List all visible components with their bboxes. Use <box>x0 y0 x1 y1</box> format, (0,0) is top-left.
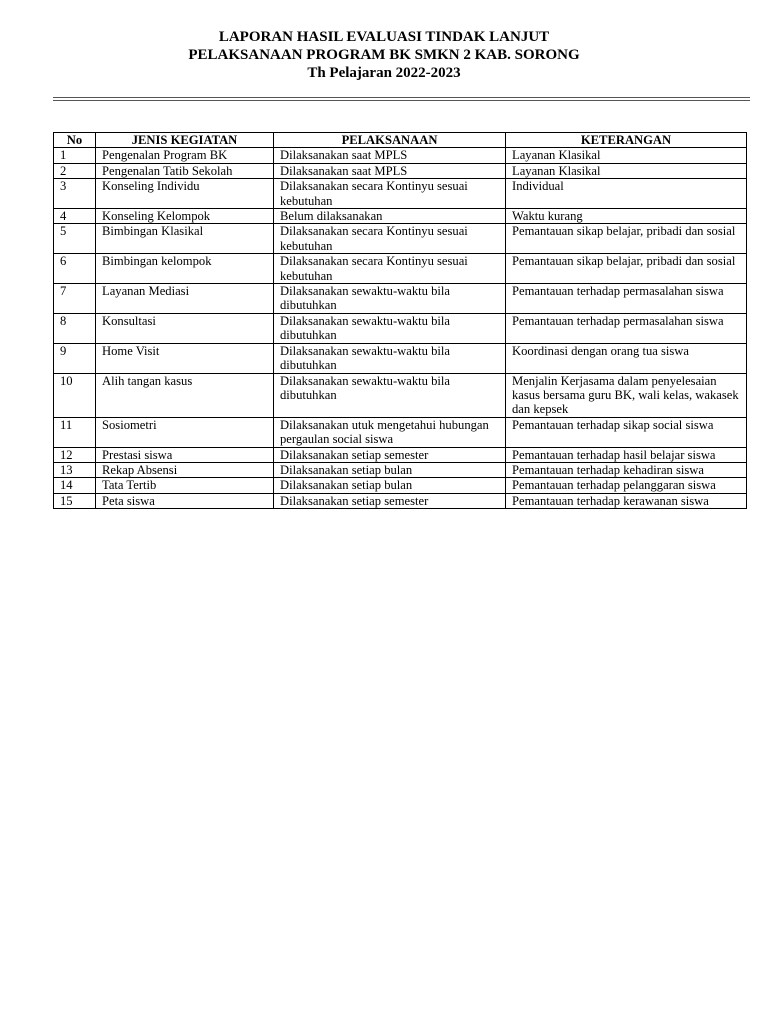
column-header-keterangan: KETERANGAN <box>506 133 747 148</box>
cell-keterangan: Menjalin Kerjasama dalam penyelesaian kasus bersama guru BK, wali kelas, wakasek dan kepsek <box>506 373 747 417</box>
title-line-3: Th Pelajaran 2022-2023 <box>307 65 461 81</box>
cell-pelaksanaan: Dilaksanakan utuk mengetahui hubungan pergaulan social siswa <box>274 417 506 447</box>
cell-jenis-kegiatan: Konsultasi <box>96 313 274 343</box>
cell-no: 7 <box>54 284 96 314</box>
report-title <box>0 28 768 82</box>
cell-keterangan: Individual <box>506 179 747 209</box>
cell-pelaksanaan: Dilaksanakan secara Kontinyu sesuai kebutuhan <box>274 254 506 284</box>
cell-jenis-kegiatan: Prestasi siswa <box>96 447 274 462</box>
cell-jenis-kegiatan: Konseling Kelompok <box>96 209 274 224</box>
cell-jenis-kegiatan: Layanan Mediasi <box>96 284 274 314</box>
cell-pelaksanaan: Dilaksanakan secara Kontinyu sesuai kebutuhan <box>274 179 506 209</box>
cell-no: 11 <box>54 417 96 447</box>
cell-keterangan: Pemantauan terhadap permasalahan siswa <box>506 313 747 343</box>
cell-keterangan: Pemantauan terhadap kerawanan siswa <box>506 493 747 508</box>
title-line-2: PELAKSANAAN PROGRAM BK SMKN 2 KAB. SORONG <box>188 47 580 63</box>
table-row <box>54 209 747 224</box>
cell-no: 4 <box>54 209 96 224</box>
cell-jenis-kegiatan: Pengenalan Program BK <box>96 148 274 163</box>
table-row <box>54 254 747 284</box>
cell-no: 1 <box>54 148 96 163</box>
cell-keterangan: Layanan Klasikal <box>506 163 747 178</box>
cell-no: 13 <box>54 462 96 477</box>
table-row <box>54 417 747 447</box>
cell-pelaksanaan: Dilaksanakan setiap semester <box>274 493 506 508</box>
table-row <box>54 343 747 373</box>
cell-no: 15 <box>54 493 96 508</box>
table-row <box>54 313 747 343</box>
cell-jenis-kegiatan: Konseling Individu <box>96 179 274 209</box>
column-header-pelaksanaan: PELAKSANAAN <box>274 133 506 148</box>
cell-no: 10 <box>54 373 96 417</box>
cell-keterangan: Pemantauan terhadap pelanggaran siswa <box>506 478 747 493</box>
cell-keterangan: Koordinasi dengan orang tua siswa <box>506 343 747 373</box>
table-row <box>54 462 747 477</box>
cell-jenis-kegiatan: Rekap Absensi <box>96 462 274 477</box>
cell-keterangan: Pemantauan terhadap sikap social siswa <box>506 417 747 447</box>
table-row <box>54 447 747 462</box>
column-header-jenis-kegiatan: JENIS KEGIATAN <box>96 133 274 148</box>
cell-no: 3 <box>54 179 96 209</box>
table-row <box>54 373 747 417</box>
cell-pelaksanaan: Dilaksanakan setiap semester <box>274 447 506 462</box>
table-row <box>54 163 747 178</box>
cell-keterangan: Pemantauan terhadap kehadiran siswa <box>506 462 747 477</box>
cell-jenis-kegiatan: Peta siswa <box>96 493 274 508</box>
cell-keterangan: Pemantauan terhadap permasalahan siswa <box>506 284 747 314</box>
cell-no: 6 <box>54 254 96 284</box>
cell-keterangan: Pemantauan sikap belajar, pribadi dan sosial <box>506 254 747 284</box>
column-header-no: No <box>54 133 96 148</box>
cell-no: 2 <box>54 163 96 178</box>
cell-jenis-kegiatan: Bimbingan Klasikal <box>96 224 274 254</box>
cell-keterangan: Layanan Klasikal <box>506 148 747 163</box>
cell-pelaksanaan: Dilaksanakan saat MPLS <box>274 163 506 178</box>
cell-keterangan: Pemantauan sikap belajar, pribadi dan sosial <box>506 224 747 254</box>
cell-jenis-kegiatan: Home Visit <box>96 343 274 373</box>
table-row <box>54 478 747 493</box>
cell-keterangan: Waktu kurang <box>506 209 747 224</box>
cell-jenis-kegiatan: Alih tangan kasus <box>96 373 274 417</box>
cell-pelaksanaan: Dilaksanakan sewaktu-waktu bila dibutuhkan <box>274 313 506 343</box>
cell-pelaksanaan: Dilaksanakan sewaktu-waktu bila dibutuhkan <box>274 343 506 373</box>
cell-no: 12 <box>54 447 96 462</box>
cell-pelaksanaan: Dilaksanakan setiap bulan <box>274 462 506 477</box>
table-row <box>54 148 747 163</box>
cell-jenis-kegiatan: Tata Tertib <box>96 478 274 493</box>
table-row <box>54 493 747 508</box>
evaluation-table <box>53 132 747 509</box>
title-line-1: LAPORAN HASIL EVALUASI TINDAK LANJUT <box>218 29 550 45</box>
table-row <box>54 284 747 314</box>
header-divider-top <box>53 97 750 98</box>
cell-pelaksanaan: Dilaksanakan setiap bulan <box>274 478 506 493</box>
cell-jenis-kegiatan: Bimbingan kelompok <box>96 254 274 284</box>
cell-pelaksanaan: Dilaksanakan sewaktu-waktu bila dibutuhkan <box>274 373 506 417</box>
cell-no: 9 <box>54 343 96 373</box>
cell-pelaksanaan: Dilaksanakan sewaktu-waktu bila dibutuhkan <box>274 284 506 314</box>
cell-no: 14 <box>54 478 96 493</box>
table-row <box>54 179 747 209</box>
table-header-row <box>54 133 747 148</box>
header-divider-bottom <box>53 100 750 101</box>
cell-pelaksanaan: Dilaksanakan saat MPLS <box>274 148 506 163</box>
cell-keterangan: Pemantauan terhadap hasil belajar siswa <box>506 447 747 462</box>
cell-jenis-kegiatan: Pengenalan Tatib Sekolah <box>96 163 274 178</box>
cell-pelaksanaan: Belum dilaksanakan <box>274 209 506 224</box>
cell-no: 8 <box>54 313 96 343</box>
cell-pelaksanaan: Dilaksanakan secara Kontinyu sesuai kebutuhan <box>274 224 506 254</box>
table-row <box>54 224 747 254</box>
cell-no: 5 <box>54 224 96 254</box>
cell-jenis-kegiatan: Sosiometri <box>96 417 274 447</box>
